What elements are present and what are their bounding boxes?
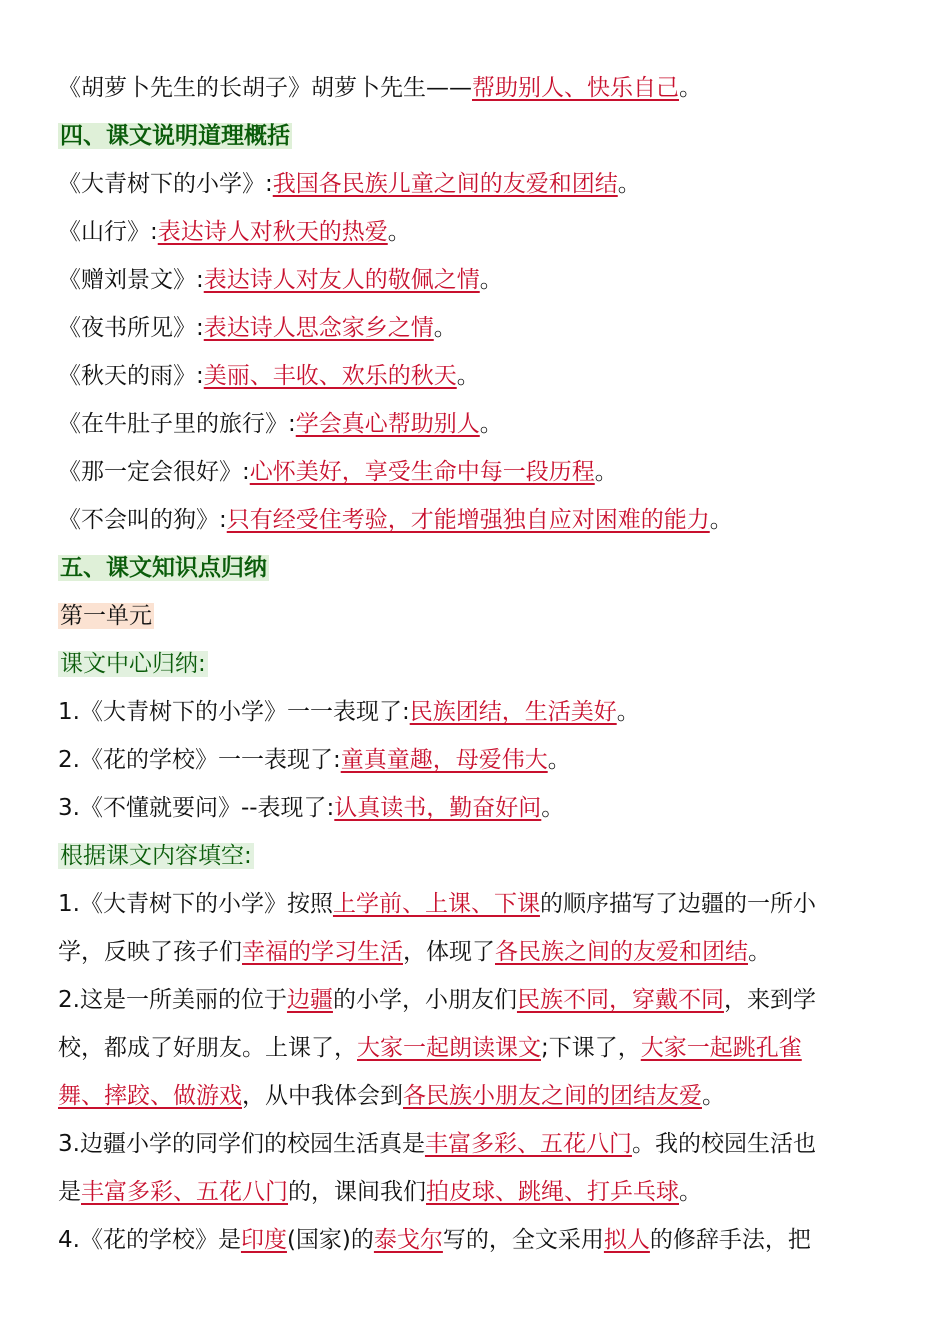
text-line <box>58 1080 894 1112</box>
unit-heading <box>58 600 894 632</box>
lesson-title-text: 《夜书所见》: <box>58 315 204 341</box>
answer-text: 表达诗人对友人的敬佩之情 <box>203 267 480 293</box>
punctuation: 。 <box>456 363 480 389</box>
text-line <box>58 1128 894 1160</box>
question-text: ;下课了， <box>541 1035 641 1061</box>
text-line <box>58 936 894 968</box>
question-text: 的顺序描写了边疆的一所小 <box>539 891 816 917</box>
text-line <box>58 888 894 920</box>
answer-text: 表达诗人对秋天的热爱 <box>157 219 388 245</box>
answer-text: 印度 <box>240 1227 287 1253</box>
answer-text: 幸福的学习生活 <box>242 939 403 965</box>
answer-text: 学会真心帮助别人 <box>295 411 480 437</box>
text-line <box>58 264 894 296</box>
text-line <box>58 360 894 392</box>
text-line <box>58 72 894 104</box>
sub-heading-text: 根据课文内容填空: <box>60 843 252 869</box>
text-line <box>58 1224 894 1256</box>
question-text: 3.《不懂就要问》--表现了: <box>58 795 335 821</box>
answer-text: 大家一起朗读课文 <box>357 1035 541 1061</box>
text-line <box>58 1032 894 1064</box>
answer-text: 美丽、丰收、欢乐的秋天 <box>203 363 457 389</box>
sub-heading-text: 课文中心归纳: <box>60 651 206 677</box>
lesson-title-text: 《不会叫的狗》: <box>58 507 227 533</box>
answer-text: 表达诗人思念家乡之情 <box>203 315 434 341</box>
answer-text: 只有经受住考验，才能增强独自应对困难的能力 <box>226 507 710 533</box>
text-line <box>58 456 894 488</box>
answer-text: 认真读书，勤奋好问 <box>334 795 542 821</box>
text-line <box>58 1176 894 1208</box>
question-text: ，从中我体会到 <box>242 1083 403 1109</box>
question-text: 学，反映了孩子们 <box>58 939 242 965</box>
question-text: 的小学，小朋友们 <box>332 987 517 1013</box>
text-line <box>58 408 894 440</box>
lesson-title-text: 《胡萝卜先生的长胡子》胡萝卜先生—— <box>58 75 472 101</box>
lesson-title-text: 《山行》: <box>58 219 158 245</box>
answer-text: 泰戈尔 <box>373 1227 443 1253</box>
text-line <box>58 312 894 344</box>
punctuation: 。 <box>679 1179 702 1205</box>
question-text: ，来到学 <box>723 987 816 1013</box>
answer-text: 各民族之间的友爱和团结 <box>495 939 748 965</box>
answer-text: 民族不同，穿戴不同 <box>516 987 724 1013</box>
text-line <box>58 504 894 536</box>
question-text: 的，课间我们 <box>288 1179 426 1205</box>
text-line <box>58 984 894 1016</box>
text-line <box>58 792 894 824</box>
section-heading <box>58 120 894 152</box>
punctuation: 。 <box>748 939 771 965</box>
question-text: (国家)的 <box>286 1227 374 1253</box>
punctuation: 。 <box>547 747 571 773</box>
answer-text: 我国各民族儿童之间的友爱和团结 <box>272 171 618 197</box>
unit-heading-text: 第一单元 <box>60 603 152 629</box>
punctuation: 。 <box>702 1083 725 1109</box>
lesson-title-text: 《大青树下的小学》: <box>58 171 273 197</box>
lesson-title-text: 《那一定会很好》: <box>58 459 250 485</box>
answer-text: 丰富多彩、五花八门 <box>81 1179 288 1205</box>
punctuation: 。 <box>433 315 457 341</box>
lesson-title-text: 《在牛肚子里的旅行》: <box>58 411 296 437</box>
punctuation: 。 <box>617 171 641 197</box>
answer-text: 拍皮球、跳绳、打乒乓球 <box>426 1179 679 1205</box>
sub-heading <box>58 840 894 872</box>
question-text: 2.这是一所美丽的位于 <box>58 987 287 1013</box>
punctuation: 。 <box>616 699 640 725</box>
punctuation: 。 <box>387 219 411 245</box>
section-heading <box>58 552 894 584</box>
question-text: 校，都成了好朋友。上课了， <box>58 1035 357 1061</box>
punctuation: 。 <box>479 267 503 293</box>
text-line <box>58 744 894 776</box>
question-text: 1.《大青树下的小学》按照 <box>58 891 333 917</box>
answer-text: 上学前、上课、下课 <box>332 891 540 917</box>
question-text: 4.《花的学校》是 <box>58 1227 241 1253</box>
question-text: 3.边疆小学的同学们的校园生活真是 <box>58 1131 425 1157</box>
answer-text: 边疆 <box>286 987 333 1013</box>
text-line <box>58 216 894 248</box>
section-heading-text: 四、课文说明道理概括 <box>60 123 290 149</box>
lesson-title-text: 《秋天的雨》: <box>58 363 204 389</box>
sub-heading <box>58 648 894 680</box>
lesson-title-text: 《赠刘景文》: <box>58 267 204 293</box>
answer-text: 大家一起跳孔雀 <box>640 1035 802 1061</box>
question-text: 1.《大青树下的小学》一一表现了: <box>58 699 410 725</box>
question-text: 。我的校园生活也 <box>631 1131 816 1157</box>
question-text: 的修辞手法，把 <box>649 1227 811 1253</box>
question-text: 是 <box>58 1179 81 1205</box>
question-text: 2.《花的学校》一一表现了: <box>58 747 341 773</box>
text-line <box>58 168 894 200</box>
question-text: 写的，全文采用 <box>442 1227 604 1253</box>
punctuation: 。 <box>479 411 503 437</box>
answer-text: 民族团结，生活美好 <box>409 699 617 725</box>
section-heading-text: 五、课文知识点归纳 <box>60 555 267 581</box>
answer-text: 各民族小朋友之间的团结友爱 <box>403 1083 702 1109</box>
answer-text: 拟人 <box>603 1227 650 1253</box>
punctuation: 。 <box>679 75 702 101</box>
answer-text: 丰富多彩、五花八门 <box>424 1131 632 1157</box>
punctuation: 。 <box>709 507 733 533</box>
question-text: ，体现了 <box>403 939 495 965</box>
answer-text: 童真童趣，母爱伟大 <box>340 747 548 773</box>
answer-text: 帮助别人、快乐自己 <box>472 75 679 101</box>
answer-text: 心怀美好，享受生命中每一段历程 <box>249 459 595 485</box>
answer-text: 舞、摔跤、做游戏 <box>58 1083 242 1109</box>
punctuation: 。 <box>541 795 565 821</box>
text-line <box>58 696 894 728</box>
punctuation: 。 <box>594 459 618 485</box>
